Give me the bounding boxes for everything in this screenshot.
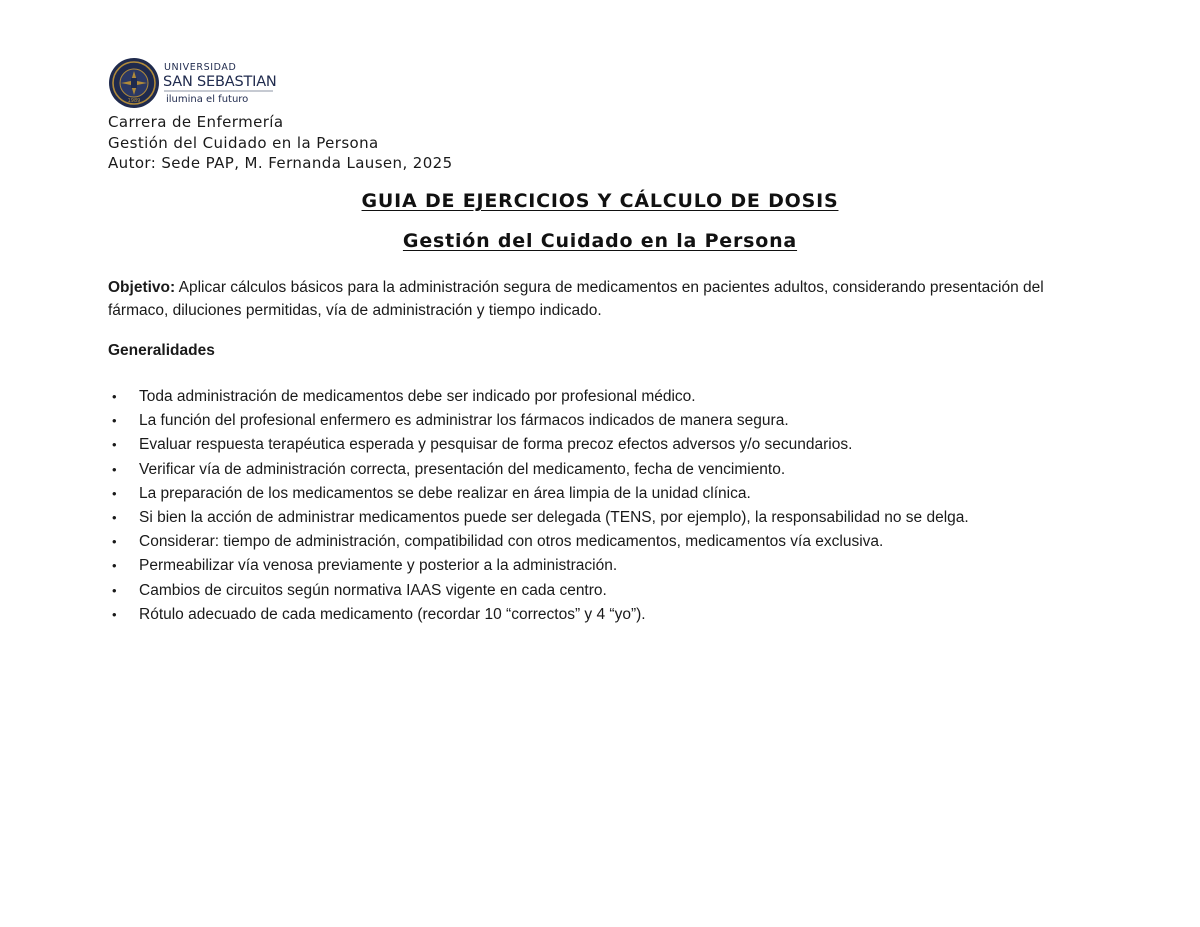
list-item: • Permeabilizar vía venosa previamente y posterior a la administración. xyxy=(108,554,969,578)
list-item: • Rótulo adecuado de cada medicamento (recordar 10 “correctos” y 4 “yo”). xyxy=(108,603,969,627)
logo-tagline: ilumina el futuro xyxy=(166,94,249,105)
university-seal-icon xyxy=(108,56,278,110)
bullet-icon: • xyxy=(112,534,117,550)
objective-text: Aplicar cálculos básicos para la administración segura de medicamentos en pacientes adultos, considerando presentación del fármaco, diluciones permitidas, vía de administración y tiempo indicado. xyxy=(108,279,1044,319)
list-item: • La preparación de los medicamentos se debe realizar en área limpia de la unidad clínica. xyxy=(108,482,969,506)
list-item: • Evaluar respuesta terapéutica esperada y pesquisar de forma precoz efectos adversos y/o secundarios. xyxy=(108,433,969,457)
career-line: Carrera de Enfermería xyxy=(108,113,284,131)
list-item: • Toda administración de medicamentos debe ser indicado por profesional médico. xyxy=(108,385,969,409)
document-subtitle: Gestión del Cuidado en la Persona xyxy=(402,230,798,252)
document-meta xyxy=(108,112,453,174)
university-logo xyxy=(108,56,278,110)
list-item: • Si bien la acción de administrar medicamentos puede ser delegada (TENS, por ejemplo), la responsabilidad no se delga. xyxy=(108,506,969,530)
bullet-icon: • xyxy=(112,510,117,526)
list-item: • Considerar: tiempo de administración, compatibilidad con otros medicamentos, medicamentos vía exclusiva. xyxy=(108,530,969,554)
list-item: • Cambios de circuitos según normativa IAAS vigente en cada centro. xyxy=(108,579,969,603)
objective-paragraph xyxy=(108,276,1098,322)
bullet-icon: • xyxy=(112,582,117,598)
bullet-icon: • xyxy=(112,558,117,574)
bullet-icon: • xyxy=(112,485,117,501)
bullet-icon: • xyxy=(112,461,117,477)
author-line: Autor: Sede PAP, M. Fernanda Lausen, 2025 xyxy=(108,154,453,172)
course-line: Gestión del Cuidado en la Persona xyxy=(108,133,379,152)
bullet-icon: • xyxy=(112,389,117,404)
generalities-list xyxy=(108,385,969,627)
logo-line-1: UNIVERSIDAD xyxy=(164,62,237,73)
bullet-icon: • xyxy=(112,413,117,429)
seal-year: 1989 xyxy=(127,98,141,104)
list-item: • Verificar vía de administración correcta, presentación del medicamento, fecha de vencimiento. xyxy=(108,458,969,482)
objective-label: Objetivo: xyxy=(108,279,176,296)
list-item: • La función del profesional enfermero es administrar los fármacos indicados de manera segura. xyxy=(108,409,969,433)
document-title: GUIA DE EJERCICIOS Y CÁLCULO DE DOSIS xyxy=(361,190,839,212)
logo-line-2: SAN SEBASTIAN xyxy=(163,74,277,90)
generalities-heading: Generalidades xyxy=(108,342,215,359)
bullet-icon: • xyxy=(112,437,117,453)
bullet-icon: • xyxy=(112,606,117,622)
